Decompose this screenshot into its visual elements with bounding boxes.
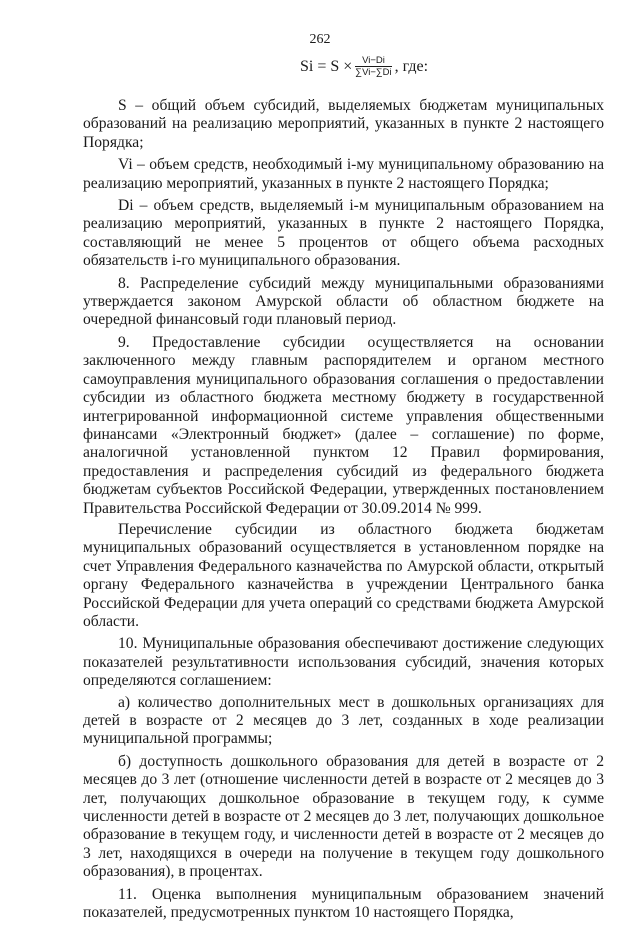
paragraph-10: 10. Муниципальные образования обеспечивают достижение следующих показателей результативности использования субсидий, значения которых определяются соглашением: <box>83 635 604 690</box>
paragraph-9: 9. Предоставление субсидии осуществляется на основании заключенного между главным распорядителем и органом местного самоуправления муниципального образования соглашения о предоставлении субсидии из областного бюджета местному бюджету в государственной интегрированной информационной системе управления общественными финансами «Электронный бюджет» (далее – соглашение) по форме, аналогичной установленной пунктом 12 Правил формирования, предоставления и распределения субсидий из федерального бюджета бюджетам субъектов Российской Федерации, утвержденных постановлением Правительства Российской Федерации от 30.09.2014 № 999. <box>83 333 604 517</box>
formula-denominator: ∑Vi−∑Di <box>355 67 392 78</box>
paragraph-10b: б) доступность дошкольного образования для детей в возрасте от 2 месяцев до 3 лет (отношение численности детей в возрасте от 2 месяцев до 3 лет, получающих дошкольное образование в текущем году, к сумме численности детей в возрасте от 2 месяцев до 3 лет, получающих дошкольное образование в текущем году, и численности детей в возрасте от 2 месяцев до 3 лет, находящихся в очереди на получение в текущем году дошкольного образования), в процентах. <box>83 752 604 881</box>
paragraph-v-definition: Vi – объем средств, необходимый i-му муниципальному образованию на реализацию мероприятий, указанных в пункте 2 настоящего Порядка; <box>83 156 604 192</box>
document-body <box>83 97 604 926</box>
paragraph-10a: а) количество дополнительных мест в дошкольных организациях для детей в возрасте от 2 месяцев до 3 лет, созданных в ходе реализации муниципальной программы; <box>83 693 604 748</box>
formula-suffix: , где: <box>394 57 429 75</box>
page-number: 262 <box>309 32 331 47</box>
paragraph-s-definition: S – общий объем субсидий, выделяемых бюджетам муниципальных образований на реализацию мероприятий, указанных в пункте 2 настоящего Порядка; <box>83 97 604 151</box>
paragraph-9-transfer: Перечисление субсидии из областного бюджета бюджетам муниципальных образований осуществляется в установленном порядке на счет Управления Федерального казначейства по Амурской области, открытый органу Федерального казначейства в учреждении Центрального банка Российской Федерации для учета операций со средствами бюджета Амурской области. <box>83 520 604 630</box>
paragraph-8: 8. Распределение субсидий между муниципальными образованиями утверждается законом Амурской области об областном бюджете на очередной финансовый годи плановый период. <box>83 274 604 329</box>
formula-numerator: Vi−Di <box>362 55 385 66</box>
formula-lhs: Si = S × <box>300 57 353 75</box>
formula-fraction <box>355 55 391 78</box>
paragraph-11: 11. Оценка выполнения муниципальным образованием значений показателей, предусмотренных пунктом 10 настоящего Порядка, <box>83 885 604 922</box>
paragraph-d-definition: Di – объем средств, выделяемый i-м муниципальным образованием на реализацию мероприятий, указанных в пункте 2 настоящего Порядка, составляющий не менее 5 процентов от общего объема расходных обязательств i-го муниципального образования. <box>83 197 604 270</box>
subsidy-formula <box>300 55 428 78</box>
